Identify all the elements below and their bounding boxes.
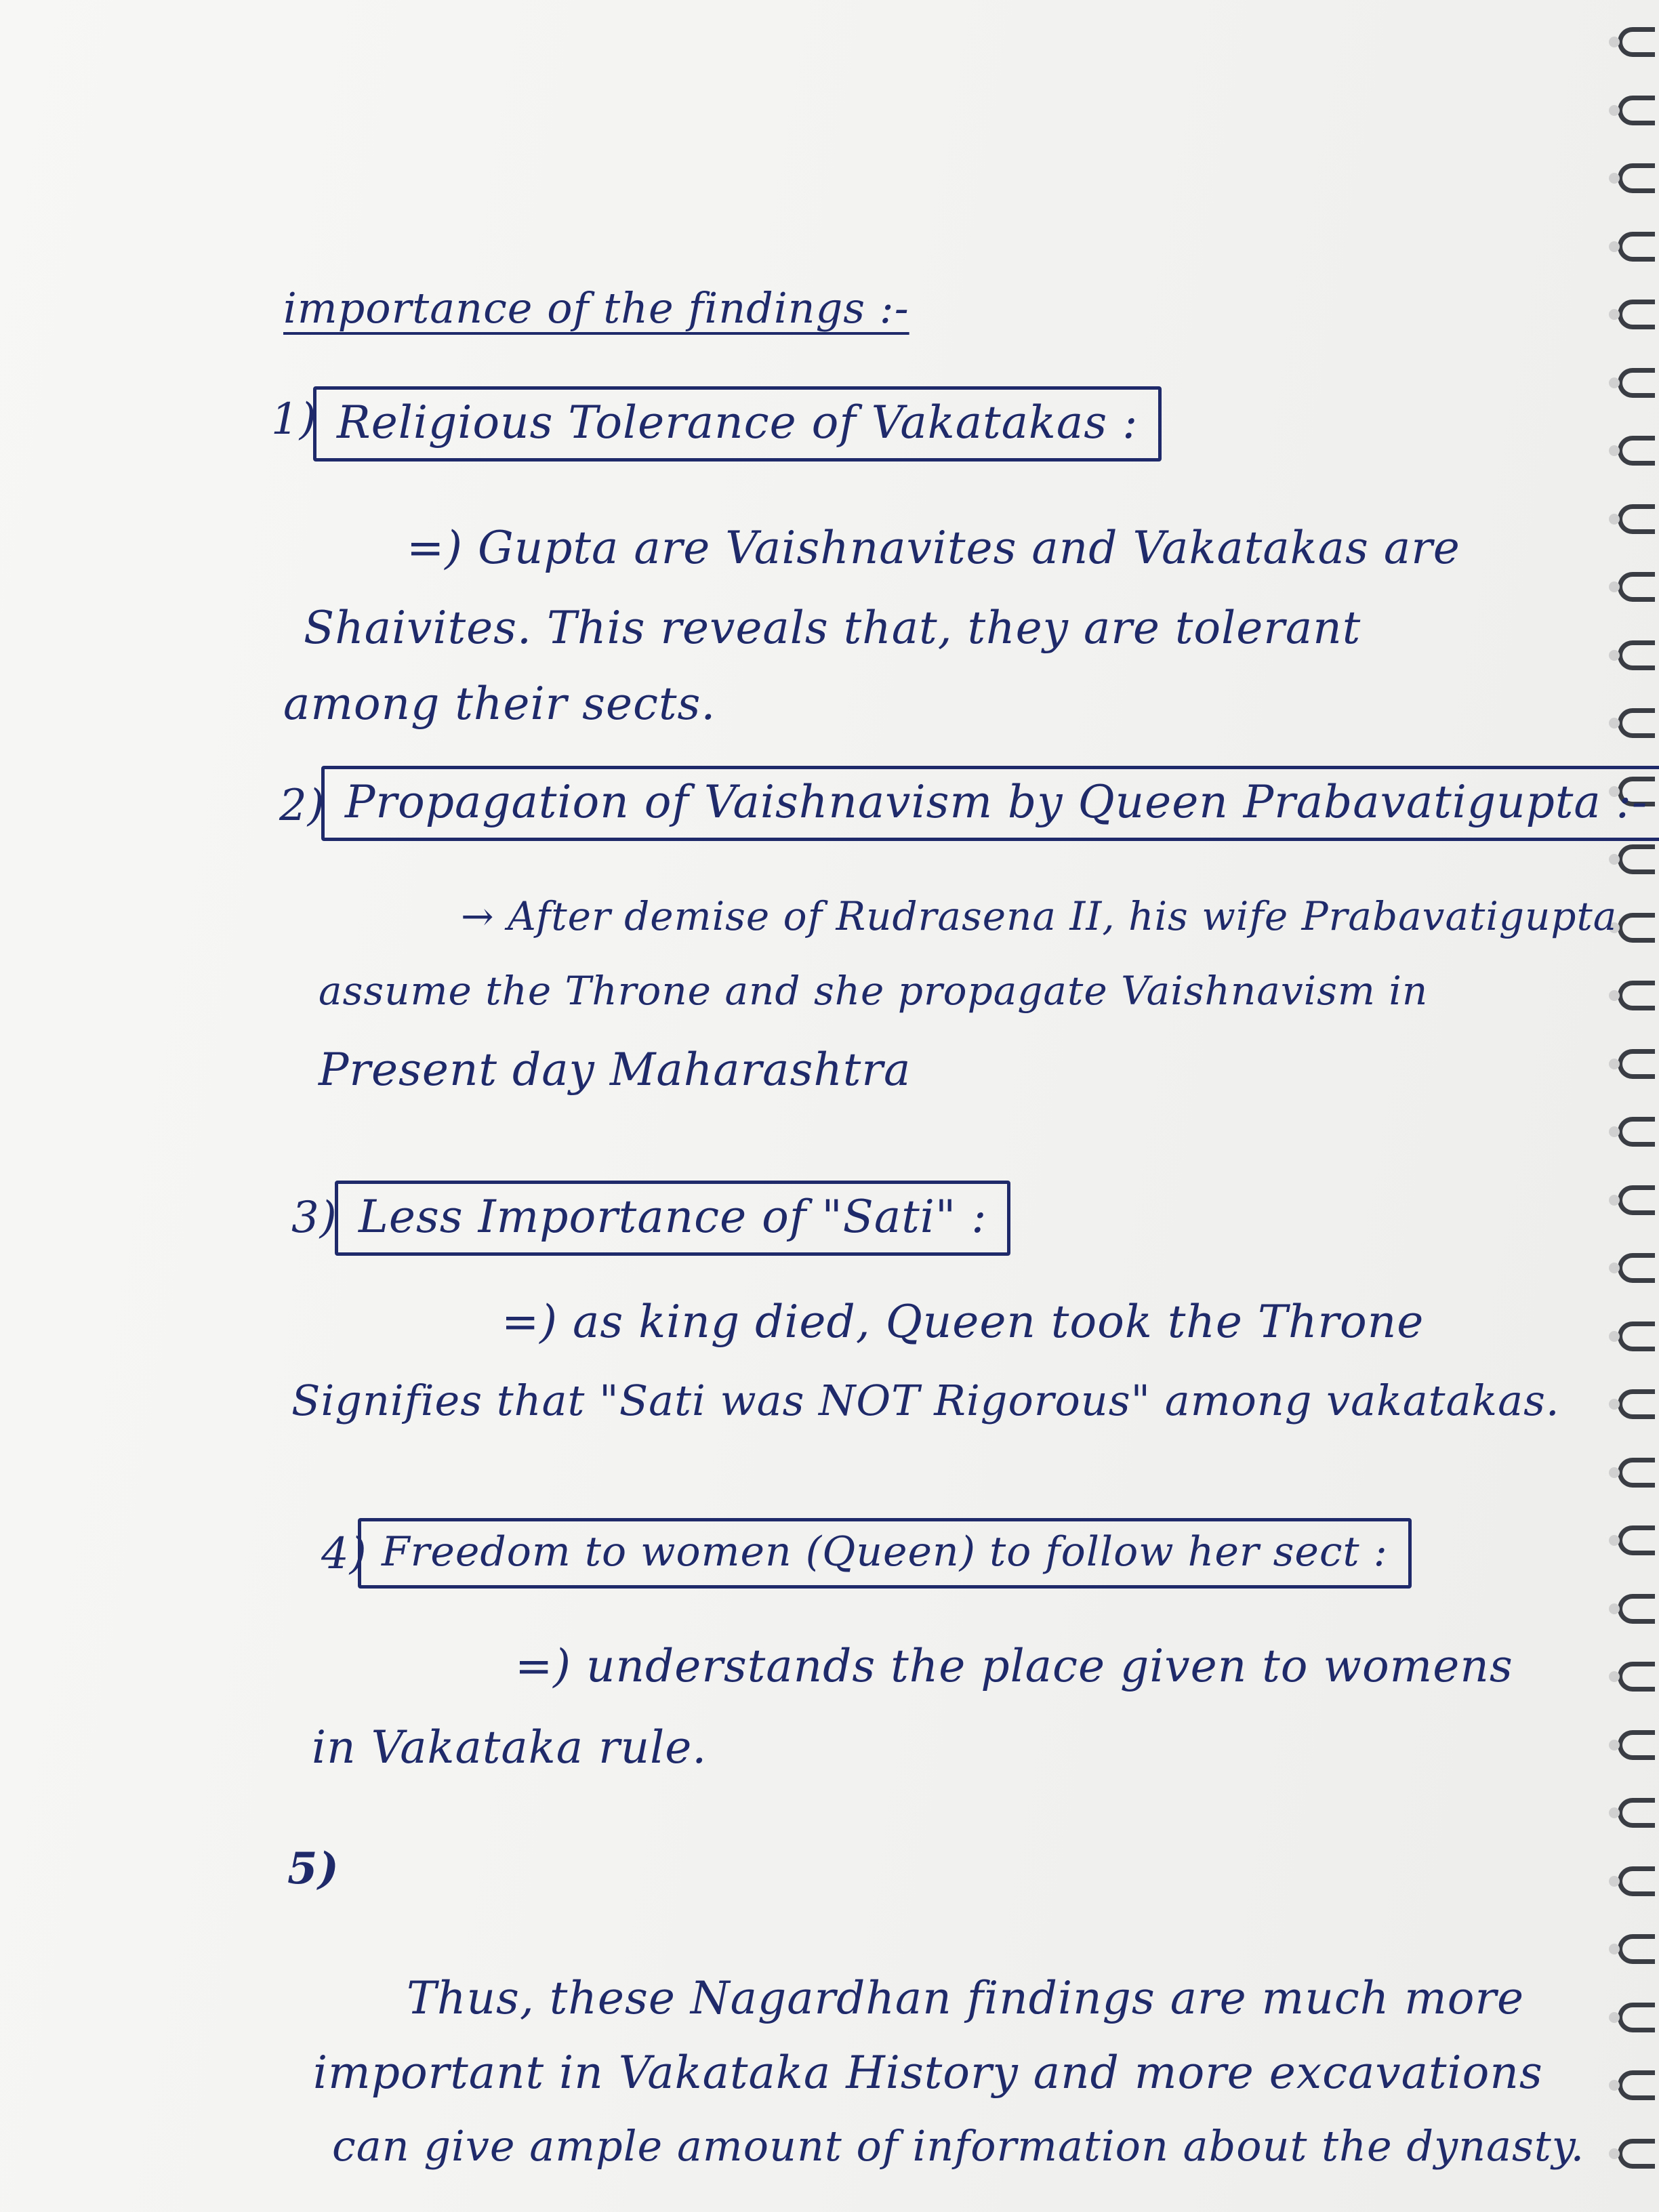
- spiral-binding: [1598, 0, 1659, 2212]
- binding-hole: [1609, 1331, 1620, 1342]
- conclusion-line-1: Thus, these Nagardhan findings are much more: [407, 1972, 1525, 2024]
- binding-ring: [1618, 1594, 1655, 1624]
- binding-hole: [1609, 1944, 1620, 1954]
- point-2-line-3: Present day Maharashtra: [319, 1044, 912, 1096]
- binding-ring: [1618, 981, 1655, 1010]
- binding-hole: [1609, 1876, 1620, 1887]
- binding-ring: [1618, 96, 1655, 125]
- binding-hole: [1609, 2148, 1620, 2159]
- binding-hole: [1609, 2080, 1620, 2091]
- binding-ring: [1618, 2003, 1655, 2032]
- binding-ring: [1618, 640, 1655, 670]
- binding-ring: [1618, 708, 1655, 738]
- binding-hole: [1609, 854, 1620, 865]
- binding-ring: [1618, 2070, 1655, 2100]
- binding-hole: [1609, 1467, 1620, 1478]
- binding-ring: [1618, 1049, 1655, 1079]
- binding-ring: [1618, 1934, 1655, 1964]
- binding-ring: [1618, 1798, 1655, 1828]
- point-4-number: 4): [321, 1529, 367, 1579]
- binding-ring: [1618, 1185, 1655, 1215]
- point-1-number: 1): [271, 394, 317, 445]
- binding-hole: [1609, 309, 1620, 320]
- binding-hole: [1609, 105, 1620, 116]
- binding-hole: [1609, 718, 1620, 729]
- binding-ring: [1618, 232, 1655, 262]
- binding-hole: [1609, 990, 1620, 1001]
- binding-ring: [1618, 1389, 1655, 1419]
- binding-hole: [1609, 650, 1620, 661]
- binding-hole: [1609, 173, 1620, 184]
- binding-hole: [1609, 1059, 1620, 1069]
- binding-ring: [1618, 504, 1655, 534]
- point-1-title: Religious Tolerance of Vakatakas :: [313, 386, 1162, 462]
- point-3-line-1: =) as king died, Queen took the Throne: [501, 1296, 1425, 1348]
- binding-ring: [1618, 1253, 1655, 1283]
- binding-hole: [1609, 1399, 1620, 1410]
- binding-ring: [1618, 436, 1655, 466]
- binding-hole: [1609, 1195, 1620, 1206]
- binding-hole: [1609, 1603, 1620, 1614]
- binding-ring: [1618, 572, 1655, 602]
- binding-hole: [1609, 241, 1620, 252]
- point-4-title: Freedom to women (Queen) to follow her sect :: [358, 1518, 1412, 1589]
- point-1-line-2: Shaivites. This reveals that, they are tolerant: [304, 602, 1361, 654]
- page-heading: importance of the findings :-: [283, 283, 909, 333]
- binding-ring: [1618, 913, 1655, 943]
- stray-number-mark: 5): [287, 1843, 340, 1894]
- binding-ring: [1618, 300, 1655, 329]
- point-2-number: 2): [279, 781, 325, 831]
- binding-ring: [1618, 1525, 1655, 1555]
- binding-ring: [1618, 1458, 1655, 1488]
- binding-ring: [1618, 368, 1655, 398]
- binding-hole: [1609, 514, 1620, 525]
- point-1-line-3: among their sects.: [283, 678, 716, 730]
- binding-ring: [1618, 1662, 1655, 1692]
- binding-hole: [1609, 1535, 1620, 1546]
- binding-hole: [1609, 1671, 1620, 1682]
- point-4-line-2: in Vakataka rule.: [312, 1721, 708, 1774]
- binding-ring: [1618, 844, 1655, 874]
- conclusion-line-2: important in Vakataka History and more excavations: [313, 2047, 1543, 2099]
- binding-hole: [1609, 1263, 1620, 1273]
- binding-hole: [1609, 1807, 1620, 1818]
- binding-ring: [1618, 1730, 1655, 1760]
- binding-ring: [1618, 1866, 1655, 1896]
- binding-ring: [1618, 1117, 1655, 1147]
- binding-hole: [1609, 377, 1620, 388]
- point-4-line-1: =) understands the place given to womens: [515, 1640, 1513, 1692]
- binding-ring: [1618, 27, 1655, 57]
- binding-hole: [1609, 1740, 1620, 1750]
- point-3-line-2: Signifies that "Sati was NOT Rigorous" among vakatakas.: [291, 1376, 1560, 1425]
- binding-ring: [1618, 2139, 1655, 2169]
- binding-hole: [1609, 2012, 1620, 2023]
- binding-hole: [1609, 1126, 1620, 1137]
- point-1-line-1: =) Gupta are Vaishnavites and Vakatakas are: [407, 522, 1460, 574]
- point-2-line-2: assume the Throne and she propagate Vaishnavism in: [319, 968, 1429, 1014]
- point-3-title: Less Importance of "Sati" :: [335, 1181, 1010, 1256]
- point-2-line-1: → After demise of Rudrasena II, his wife Prabavatigupta: [461, 893, 1618, 939]
- point-2-title: Propagation of Vaishnavism by Queen Prabavatigupta :-: [321, 766, 1659, 841]
- binding-ring: [1618, 1322, 1655, 1351]
- binding-hole: [1609, 37, 1620, 47]
- conclusion-line-3: can give ample amount of information about the dynasty.: [332, 2121, 1585, 2171]
- binding-hole: [1609, 445, 1620, 456]
- point-3-number: 3): [291, 1193, 337, 1243]
- binding-hole: [1609, 581, 1620, 592]
- binding-ring: [1618, 163, 1655, 193]
